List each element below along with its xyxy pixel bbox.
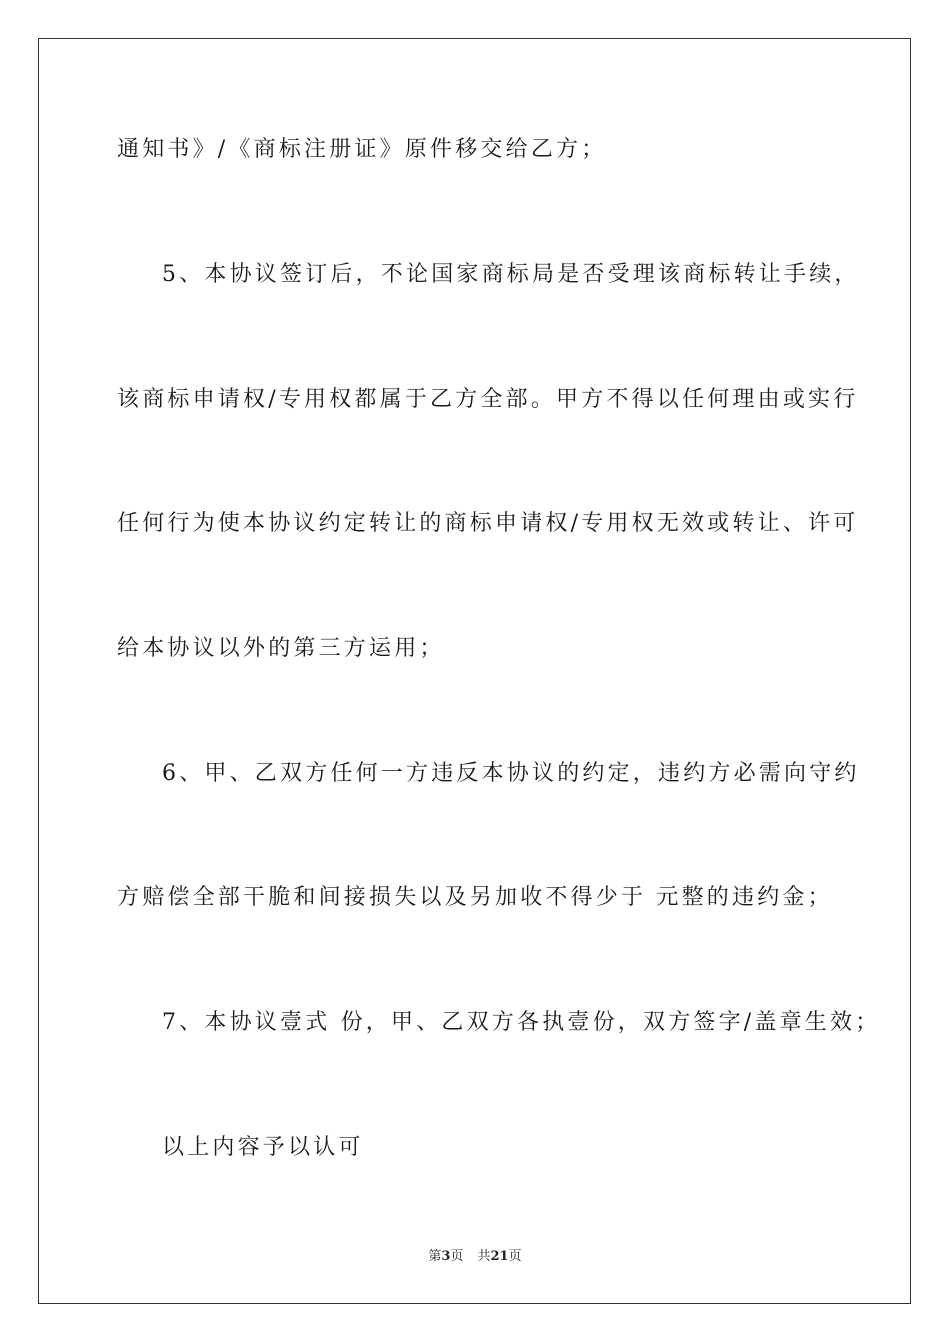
page-number: 3 — [441, 1249, 451, 1264]
paragraph-line: 5、本协议签订后，不论国家商标局是否受理该商标转让手续， — [162, 262, 860, 287]
paragraph-line: 以上内容予以认可 — [162, 1135, 364, 1160]
page-border — [38, 38, 911, 1304]
page-footer — [0, 1248, 950, 1266]
paragraph-line: 该商标申请权/专用权都属于乙方全部。甲方不得以任何理由或实行 — [117, 387, 859, 412]
paragraph-line: 任何行为使本协议约定转让的商标申请权/专用权无效或转让、许可 — [117, 511, 859, 536]
paragraph-line: 7、本协议壹式 份，甲、乙双方各执壹份，双方签字/盖章生效； — [162, 1010, 881, 1035]
total-pages: 21 — [490, 1249, 509, 1264]
paragraph-line: 方赔偿全部干脆和间接损失以及另加收不得少于 元整的违约金； — [117, 885, 833, 910]
page-suffix: 页 — [450, 1249, 464, 1264]
paragraph-line: 6、甲、乙双方任何一方违反本协议的约定，违约方必需向守约 — [162, 761, 860, 786]
paragraph-line: 通知书》/《商标注册证》原件移交给乙方； — [117, 137, 607, 162]
page-prefix: 第 — [428, 1249, 442, 1264]
total-suffix: 页 — [508, 1249, 522, 1264]
paragraph-line: 给本协议以外的第三方运用； — [117, 636, 445, 661]
total-prefix: 共 — [477, 1249, 491, 1264]
